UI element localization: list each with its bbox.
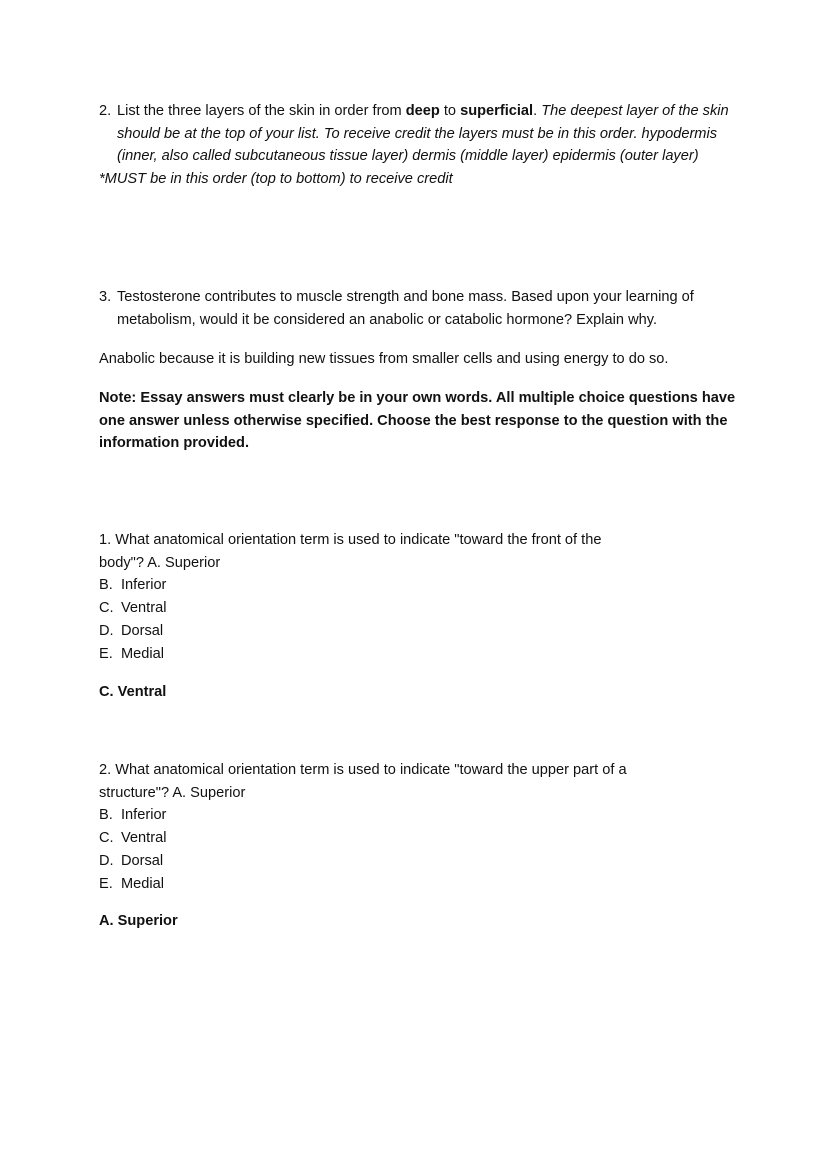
option-letter: C. <box>99 600 114 617</box>
question-instruction: The deepest layer of the skin should be at the top of your list. To receive credit the layers must be in this order. hypodermis (inner, also called subcutaneous tissue layer) dermis (middle layer) epidermis (outer layer) <box>117 103 729 165</box>
question-testosterone-item <box>99 286 739 331</box>
option-text: Ventral <box>121 830 167 847</box>
question-skin-layers <box>99 100 739 191</box>
question-number: 3. <box>99 289 112 305</box>
option-d <box>99 620 739 643</box>
question-text: Testosterone contributes to muscle strength and bone mass. Based upon your learning of metabolism, would it be considered an anabolic or catabolic hormone? Explain why. <box>117 289 694 328</box>
option-b <box>99 804 739 827</box>
option-letter: C. <box>99 830 114 847</box>
option-text: Medial <box>121 875 164 892</box>
question-testosterone <box>99 286 739 331</box>
option-c <box>99 597 739 620</box>
option-e <box>99 643 739 666</box>
option-e <box>99 873 739 896</box>
question-prefix: List the three layers of the skin in order from <box>117 103 406 119</box>
connector-to: to <box>439 103 461 119</box>
question-skin-layers-item <box>99 100 739 168</box>
option-letter: E. <box>99 645 113 662</box>
option-text: Inferior <box>121 577 167 594</box>
mc-question-text-line2: structure"? A. Superior <box>99 784 246 801</box>
mc-question-text-line1: 1. What anatomical orientation term is used to indicate "toward the front of the <box>99 532 602 548</box>
mc-question-text-line2: body"? A. Superior <box>99 554 221 571</box>
question-number: 2. <box>99 103 112 119</box>
mc-question-1 <box>99 529 739 665</box>
option-letter: D. <box>99 622 114 639</box>
option-text: Dorsal <box>121 852 164 869</box>
option-c <box>99 827 739 850</box>
mc-answer-2: A. Superior <box>99 913 178 929</box>
mc-answer-1: C. Ventral <box>99 684 167 700</box>
question-text <box>117 100 739 168</box>
mc-question-2 <box>99 759 739 895</box>
mc-question-text-line1: 2. What anatomical orientation term is used to indicate "toward the upper part of a <box>99 762 627 778</box>
keyword-deep: deep <box>405 103 440 119</box>
order-requirement-note: *MUST be in this order (top to bottom) to receive credit <box>99 171 453 188</box>
option-d <box>99 850 739 873</box>
option-text: Ventral <box>121 600 167 617</box>
option-text: Medial <box>121 645 164 662</box>
option-letter: E. <box>99 875 113 892</box>
option-text: Inferior <box>121 807 167 824</box>
option-b <box>99 574 739 597</box>
option-text: Dorsal <box>121 622 164 639</box>
keyword-superficial: superficial <box>460 103 534 119</box>
instructions-note: Note: Essay answers must clearly be in your own words. All multiple choice questions have one answer unless otherwise specified. Choose the best response to the question with the information provided. <box>99 390 736 452</box>
option-letter: B. <box>99 577 113 594</box>
option-letter: B. <box>99 807 113 824</box>
question-period: . <box>533 103 538 119</box>
answer-testosterone: Anabolic because it is building new tissues from smaller cells and using energy to do so. <box>99 351 669 367</box>
option-letter: D. <box>99 852 114 869</box>
